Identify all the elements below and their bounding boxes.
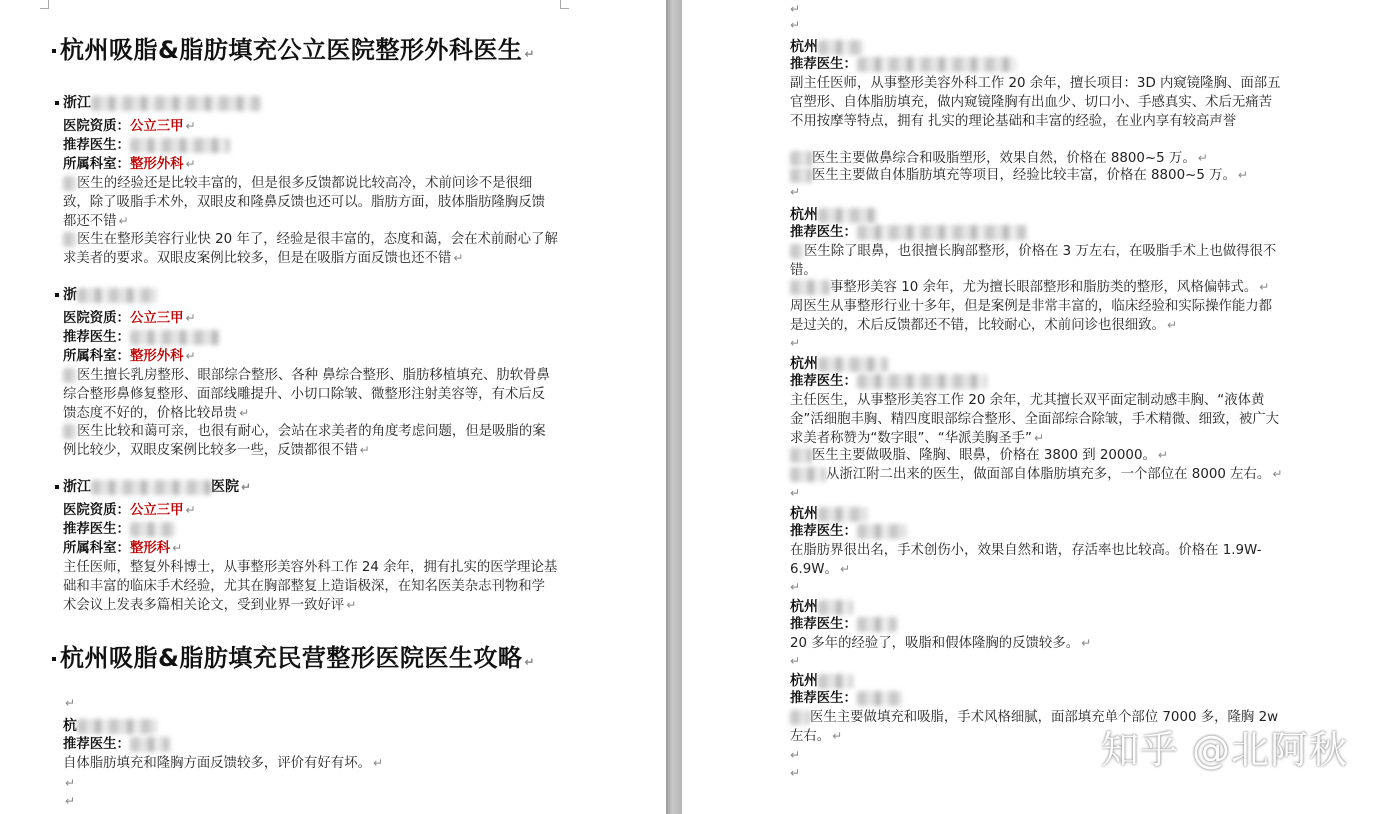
hospital-qualification[interactable]: 医院资质：公立三甲 ↵	[63, 311, 196, 326]
recommended-doctor[interactable]: 推荐医生：	[790, 223, 1027, 242]
empty-paragraph: ↵	[790, 580, 801, 594]
redacted-text	[818, 507, 868, 522]
recommended-doctor[interactable]: 推荐医生：	[790, 372, 987, 391]
empty-paragraph: ↵	[790, 766, 801, 780]
empty-paragraph: ↵	[790, 748, 801, 762]
empty-paragraph: ↵	[790, 486, 801, 500]
doctor-description[interactable]: 主任医师，整复外科博士，从事整形美容外科工作 24 余年，拥有扎实的医学理论基础和丰富的临床手术经验，尤其在胸部整复上造诣极深，在知名医美杂志刊物和学术会议上发表多篇相关论文，受到业界一致好评 ↵	[63, 560, 558, 613]
heading-private-hospitals[interactable]: 杭州吸脂&脂肪填充民营整形医院医生攻略 ↵	[52, 638, 535, 673]
redacted-text	[857, 374, 987, 389]
empty-paragraph: ↵	[65, 696, 76, 710]
doctor-description[interactable]: 医生主要做自体脂肪填充等项目，经验比较丰富，价格在 8800~5 万。 ↵	[790, 166, 1285, 185]
doctor-description[interactable]: 医生主要做填充和吸脂，手术风格细腻，面部填充单个部位 7000 多，隆胸 2w 左右。 ↵	[790, 710, 1279, 744]
hospital-name[interactable]: 浙江 医院 ↵	[55, 476, 251, 496]
recommended-doctor[interactable]: 推荐医生：	[790, 55, 1017, 74]
department[interactable]: 所属科室：整形科 ↵	[63, 541, 183, 556]
empty-paragraph: ↵	[790, 18, 801, 32]
hospital-name[interactable]: 杭州	[790, 596, 853, 616]
redacted-text	[818, 357, 888, 372]
department[interactable]: 所属科室：整形外科 ↵	[63, 349, 196, 364]
hospital-name[interactable]: 杭州	[790, 353, 888, 373]
doctor-description[interactable]: 医生主要做鼻综合和吸脂塑形，效果自然，价格在 8800~5 万。 ↵	[790, 149, 1285, 168]
hospital-qualification[interactable]: 医院资质：公立三甲 ↵	[63, 119, 196, 134]
empty-paragraph: ↵	[790, 2, 801, 16]
hospital-name[interactable]: 杭州	[790, 36, 863, 56]
hospital-name[interactable]: 杭州	[790, 204, 878, 224]
empty-paragraph: ↵	[790, 185, 801, 199]
redacted-text	[857, 617, 897, 632]
doctor-description[interactable]: 20 多年的经验了，吸脂和假体隆胸的反馈较多。 ↵	[790, 636, 1092, 651]
hospital-name[interactable]: 浙江	[55, 92, 261, 112]
doctor-description[interactable]: 主任医生，从事整形美容工作 20 余年，尤其擅长双平面定制动感丰胸、“液体黄金”活细胞丰胸、精四度眼部综合整形、全面部综合除皱，手术精微、细致，被广大求美者称赞为“数字眼”、“华派美胸圣手” ↵	[790, 393, 1279, 446]
zhihu-watermark: 知乎 @北阿秋	[1100, 728, 1348, 772]
document-page-left	[0, 0, 666, 814]
redacted-text	[130, 138, 230, 153]
redacted-text	[130, 522, 175, 537]
recommended-doctor[interactable]: 推荐医生：	[63, 328, 220, 347]
doctor-description[interactable]: 事整形美容 10 余年，尤为擅长眼部整形和脂肪类的整形，风格偏韩式。 ↵	[790, 278, 1285, 297]
doctor-description[interactable]: 周医生从事整形行业十多年，但是案例是非常丰富的，临床经验和实际操作能力都是过关的，术后反馈都还不错，比较耐心，术前问诊也很细致。 ↵	[790, 299, 1273, 333]
redacted-text	[857, 691, 902, 706]
empty-paragraph: ↵	[65, 794, 76, 808]
doctor-description[interactable]: 在脂肪界很出名，手术创伤小，效果自然和谐，存活率也比较高。价格在 1.9W-6.9W。 ↵	[790, 543, 1262, 577]
doctor-description[interactable]: 医生在整形美容行业快 20 年了，经验是很丰富的，态度和蔼，会在术前耐心了解求美者的要求。双眼皮案例比较多，但是在吸脂方面反馈也还不错 ↵	[63, 232, 558, 266]
recommended-doctor[interactable]: 推荐医生：	[790, 615, 897, 634]
doctor-description[interactable]: 医生除了眼鼻，也很擅长胸部整形，价格在 3 万左右，在吸脂手术上也做得很不错。	[790, 244, 1277, 278]
page-gutter	[666, 0, 682, 814]
redacted-text	[91, 480, 211, 495]
redacted-text	[818, 674, 853, 689]
doctor-description[interactable]: 副主任医师，从事整形美容外科工作 20 余年，擅长项目：3D 内窥镜隆胸、面部五官塑形、自体脂肪填充，做内窥镜隆胸有出血少、切口小、手感真实、术后无痛苦不用按摩等特点，拥有 扎实的理论基础和丰富的经验，在业内享有较高声誉	[790, 76, 1281, 129]
redacted-text	[77, 719, 157, 734]
redacted-text	[857, 57, 1017, 72]
redacted-text	[130, 330, 220, 345]
recommended-doctor[interactable]: 推荐医生：	[63, 136, 230, 155]
page-corner-mark	[40, 0, 49, 9]
hospital-name[interactable]: 杭州	[790, 503, 868, 523]
redacted-text	[130, 737, 170, 752]
doctor-description[interactable]: 医生擅长乳房整形、眼部综合整形、各种 鼻综合整形、脂肪移植填充、肋软骨鼻综合整形鼻修复整形、面部线雕提升、小切口除皱、微整形注射美容等，有术后反馈态度不好的，价格比较昂贵 ↵	[63, 368, 550, 421]
hospital-name[interactable]: 浙	[55, 284, 157, 304]
recommended-doctor[interactable]: 推荐医生：	[63, 520, 175, 539]
hospital-name[interactable]: 杭州	[790, 670, 853, 690]
redacted-text	[818, 40, 863, 55]
document-page-right	[682, 0, 1378, 814]
redacted-text	[91, 96, 261, 111]
doctor-description[interactable]: 自体脂肪填充和隆胸方面反馈较多，评价有好有坏。 ↵	[63, 756, 384, 771]
redacted-text	[857, 524, 907, 539]
doctor-description[interactable]: 从浙江附二出来的医生，做面部自体脂肪填充多，一个部位在 8000 左右。 ↵	[790, 465, 1285, 484]
empty-paragraph: ↵	[790, 654, 801, 668]
doctor-description[interactable]: 医生的经验还是比较丰富的，但是很多反馈都说比较高冷，术前问诊不是很细致，除了吸脂手术外，双眼皮和隆鼻反馈也还可以。脂肪方面，肢体脂肪隆胸反馈都还不错 ↵	[63, 176, 546, 229]
redacted-text	[818, 600, 853, 615]
doctor-description[interactable]: 医生比较和蔼可亲，也很有耐心，会站在求美者的角度考虑问题，但是吸脂的案例比较少，双眼皮案例比较多一些，反馈都很不错 ↵	[63, 424, 546, 458]
recommended-doctor[interactable]: 推荐医生：	[790, 689, 902, 708]
redacted-text	[77, 288, 157, 303]
empty-paragraph: ↵	[65, 776, 76, 790]
redacted-text	[818, 208, 878, 223]
recommended-doctor[interactable]: 推荐医生：	[63, 735, 170, 754]
hospital-name[interactable]: 杭	[63, 715, 157, 735]
empty-paragraph: ↵	[790, 336, 801, 350]
doctor-description[interactable]: 医生主要做吸脂、隆胸、眼鼻，价格在 3800 到 20000。 ↵	[790, 446, 1285, 465]
hospital-qualification[interactable]: 医院资质：公立三甲 ↵	[63, 503, 196, 518]
page-corner-mark	[560, 0, 569, 9]
recommended-doctor[interactable]: 推荐医生：	[790, 522, 907, 541]
department[interactable]: 所属科室：整形外科 ↵	[63, 157, 196, 172]
heading-public-hospitals[interactable]: 杭州吸脂&脂肪填充公立医院整形外科医生 ↵	[52, 30, 535, 65]
redacted-text	[857, 225, 1027, 240]
